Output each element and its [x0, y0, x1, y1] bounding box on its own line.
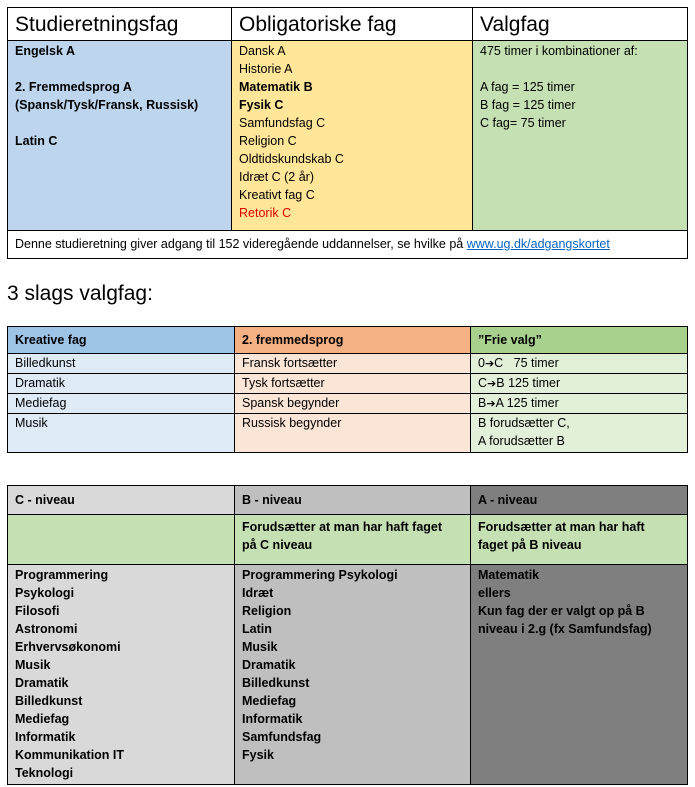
obligatoriske-cell	[232, 41, 473, 231]
list-item: Mediefag	[242, 694, 297, 708]
list-item: Kun fag der er valgt op på B	[478, 604, 645, 618]
arrow-right-icon: ➔	[487, 378, 497, 390]
list-item: Mediefag	[15, 712, 70, 726]
obligatorisk-fag-item: Dansk A	[239, 44, 286, 58]
level-from: B	[478, 396, 487, 410]
obligatorisk-fag-item: Oldtidskundskab C	[239, 152, 344, 166]
table-row	[8, 414, 688, 453]
obligatorisk-fag-item: Matematik B	[239, 80, 313, 94]
adgang-note	[8, 231, 688, 259]
obligatorisk-fag-item: Historie A	[239, 62, 293, 76]
header-c-niveau: C - niveau	[8, 486, 235, 515]
studieretningsfag-cell	[8, 41, 232, 231]
list-item: Teknologi	[15, 766, 74, 780]
studieretningsfag-item: Engelsk A	[15, 44, 75, 58]
level-from: C	[478, 376, 488, 390]
level-to: C	[494, 356, 504, 370]
fremmedsprog-item: Russisk begynder	[235, 414, 471, 453]
niveau-list-row	[8, 565, 688, 785]
list-item: Psykologi	[15, 586, 75, 600]
valgfag-line: B fag = 125 timer	[480, 98, 576, 112]
valgfag-typer-header-row	[8, 327, 688, 354]
header-b-niveau: B - niveau	[235, 486, 471, 515]
list-item: Dramatik	[242, 658, 296, 672]
studieretning-header-row	[8, 8, 688, 41]
studieretningsfag-item: (Spansk/Tysk/Fransk, Russisk)	[15, 98, 199, 112]
hours: 125 timer	[503, 396, 559, 410]
obligatorisk-fag-item: Samfundsfag C	[239, 116, 326, 130]
list-item: Filosofi	[15, 604, 60, 618]
obligatorisk-fag-item: Kreativt fag C	[239, 188, 315, 202]
b-niveau-note-line: Forudsætter at man har haft faget	[242, 520, 443, 534]
studieretningsfag-item: 2. Fremmedsprog A	[15, 80, 132, 94]
table-row	[8, 354, 688, 374]
list-item: Idræt	[242, 586, 274, 600]
level-from: 0	[478, 356, 485, 370]
list-item: Informatik	[15, 730, 76, 744]
a-niveau-note-line: Forudsætter at man har haft	[478, 520, 645, 534]
table-row	[8, 394, 688, 414]
level-to: B	[496, 376, 505, 390]
hours: 75 timer	[503, 356, 559, 370]
frie-valg-note	[471, 414, 688, 453]
header-fremmedsprog: 2. fremmedsprog	[235, 327, 471, 354]
frie-valg-note-line: B forudsætter C,	[478, 416, 570, 430]
kreativt-fag: Musik	[8, 414, 235, 453]
studieretning-table	[7, 7, 688, 259]
fremmedsprog-item: Fransk fortsætter	[235, 354, 471, 374]
frie-valg-item	[471, 374, 688, 394]
b-niveau-note-line: på C niveau	[242, 538, 313, 552]
table-row	[8, 374, 688, 394]
niveau-header-row	[8, 486, 688, 515]
list-item: Samfundsfag	[242, 730, 322, 744]
header-valgfag: Valgfag	[473, 8, 688, 41]
frie-valg-note-line: A forudsætter B	[478, 434, 565, 448]
kreativt-fag: Dramatik	[8, 374, 235, 394]
fremmedsprog-item: Tysk fortsætter	[235, 374, 471, 394]
studieretningsfag-item: Latin C	[15, 134, 58, 148]
header-frie-valg: ”Frie valg”	[471, 327, 688, 354]
kreativt-fag: Mediefag	[8, 394, 235, 414]
c-niveau-list	[8, 565, 235, 785]
obligatorisk-fag-item: Fysik C	[239, 98, 284, 112]
niveau-forudsaetning-row	[8, 515, 688, 565]
niveau-table	[7, 485, 688, 785]
list-item: Informatik	[242, 712, 303, 726]
a-niveau-list	[471, 565, 688, 785]
hours: 125 timer	[504, 376, 561, 390]
list-item: Fysik	[242, 748, 274, 762]
obligatorisk-fag-item: Idræt C (2 år)	[239, 170, 315, 184]
valgfag-line: A fag = 125 timer	[480, 80, 575, 94]
frie-valg-item	[471, 394, 688, 414]
valgfag-line	[480, 60, 680, 78]
valgfag-line: C fag= 75 timer	[480, 116, 566, 130]
valgfag-cell	[473, 41, 688, 231]
list-item: Dramatik	[15, 676, 69, 690]
list-item: niveau i 2.g (fx Samfundsfag)	[478, 622, 652, 636]
list-item: Musik	[242, 640, 278, 654]
fremmedsprog-item: Spansk begynder	[235, 394, 471, 414]
b-niveau-note	[235, 515, 471, 565]
b-niveau-list	[235, 565, 471, 785]
header-a-niveau: A - niveau	[471, 486, 688, 515]
valgfag-line: 475 timer i kombinationer af:	[480, 44, 638, 58]
obligatorisk-fag-item-retorik: Retorik C	[239, 206, 292, 220]
adgang-note-text: Denne studieretning giver adgang til 152 videregående uddannelser, se hvilke på	[15, 237, 467, 251]
studieretning-footer-row	[8, 231, 688, 259]
list-item: Erhvervsøkonomi	[15, 640, 121, 654]
list-item: Programmering Psykologi	[242, 568, 398, 582]
a-niveau-note	[471, 515, 688, 565]
list-item: Astronomi	[15, 622, 78, 636]
list-item: Matematik	[478, 568, 540, 582]
studieretning-body-row	[8, 41, 688, 231]
studieretningsfag-item	[15, 60, 224, 78]
list-item: Religion	[242, 604, 292, 618]
adgangskortet-link[interactable]: www.ug.dk/adgangskortet	[466, 237, 610, 251]
list-item: Billedkunst	[15, 694, 83, 708]
valgfag-heading: 3 slags valgfag:	[7, 282, 153, 305]
arrow-right-icon: ➔	[486, 398, 496, 410]
arrow-right-icon: ➔	[484, 358, 495, 370]
valgfag-typer-table	[7, 326, 688, 453]
a-niveau-note-line: faget på B niveau	[478, 538, 582, 552]
header-obligatoriske-fag: Obligatoriske fag	[232, 8, 473, 41]
level-to: A	[495, 396, 504, 410]
frie-valg-item	[471, 354, 688, 374]
kreativt-fag: Billedkunst	[8, 354, 235, 374]
obligatorisk-fag-item: Religion C	[239, 134, 297, 148]
list-item: Programmering	[15, 568, 109, 582]
header-kreative-fag: Kreative fag	[8, 327, 235, 354]
list-item: Billedkunst	[242, 676, 310, 690]
c-niveau-note	[8, 515, 235, 565]
studieretningsfag-item	[15, 114, 224, 132]
header-studieretningsfag: Studieretningsfag	[8, 8, 232, 41]
list-item: Kommunikation IT	[15, 748, 125, 762]
list-item: Latin	[242, 622, 272, 636]
list-item: ellers	[478, 586, 511, 600]
list-item: Musik	[15, 658, 51, 672]
